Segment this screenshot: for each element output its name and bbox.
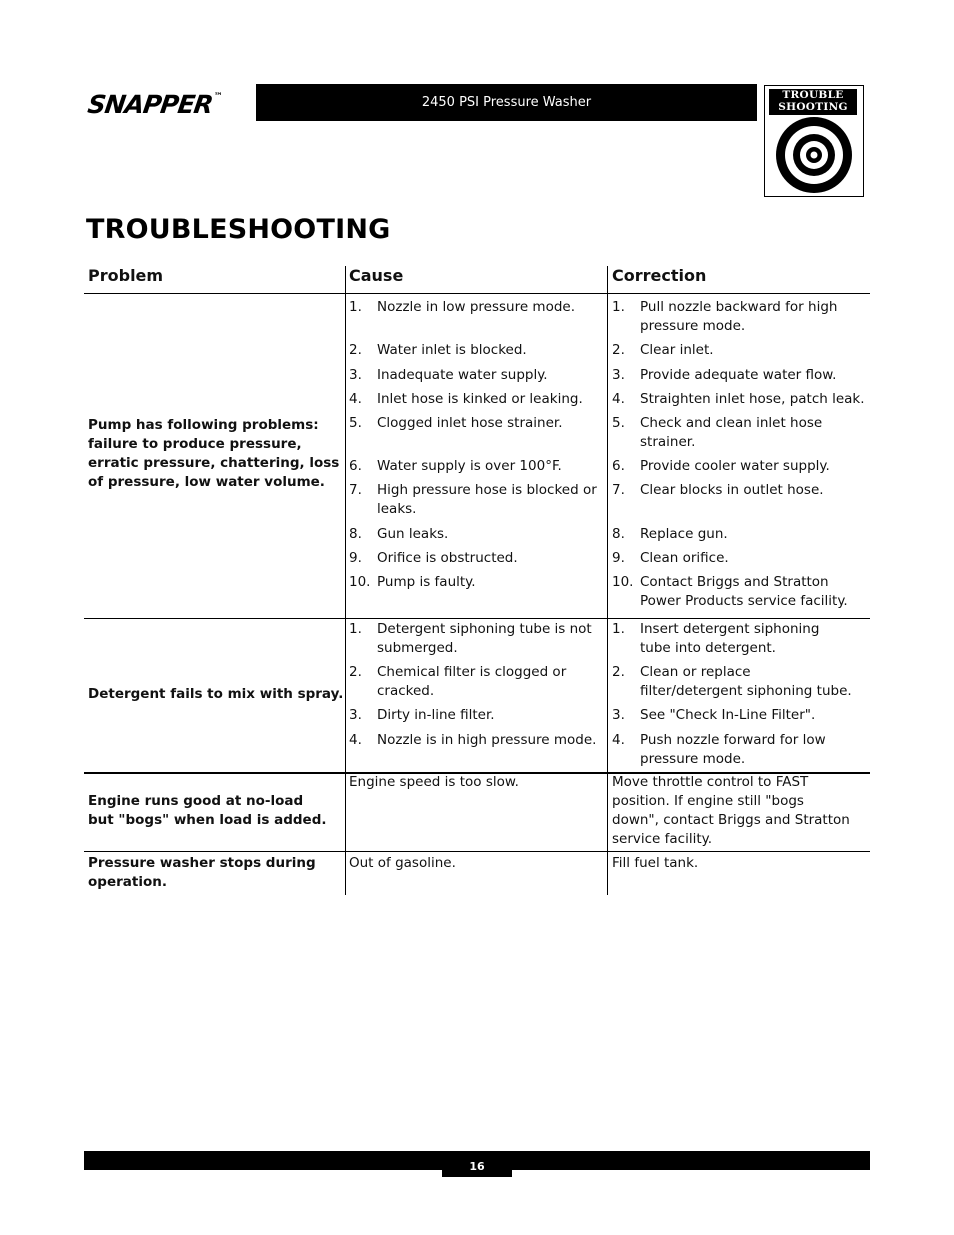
badge-line-1: TROUBLE — [782, 89, 844, 101]
brand-name: SNAPPER — [85, 90, 215, 119]
column-header-problem: Problem — [88, 266, 164, 285]
badge-title — [769, 89, 857, 115]
product-title: 2450 PSI Pressure Washer — [421, 95, 592, 110]
page-title: TROUBLESHOOTING — [86, 214, 391, 245]
header-bar — [256, 84, 757, 121]
correction-text: Move throttle control to FAST position. If engine still "bogs down", contact Briggs and Stratton service facility. — [612, 774, 850, 847]
header-rule — [84, 293, 870, 294]
problem-washer-stops: Pressure washer stops during operation. — [88, 855, 316, 890]
row-divider — [84, 618, 870, 619]
cause-text: Engine speed is too slow. — [349, 774, 519, 790]
troubleshooting-badge — [764, 85, 864, 197]
target-icon — [765, 114, 863, 196]
problem-detergent: Detergent fails to mix with spray. — [88, 686, 344, 702]
column-header-cause: Cause — [349, 266, 404, 285]
trademark-symbol: ™ — [212, 92, 224, 102]
badge-line-2: SHOOTING — [778, 101, 848, 113]
correction-text: Fill fuel tank. — [612, 855, 699, 871]
problem-pump: Pump has following problems: failure to produce pressure, erratic pressure, chattering, loss of pressure, low water volume. — [88, 417, 340, 490]
page-number: 16 — [442, 1155, 512, 1177]
row-divider — [84, 851, 870, 852]
cause-text: Out of gasoline. — [349, 855, 456, 871]
column-divider — [345, 266, 346, 895]
column-header-correction: Correction — [612, 266, 707, 285]
column-divider — [607, 266, 608, 895]
snapper-logo — [86, 90, 223, 119]
problem-engine-bogs: Engine runs good at no-load but "bogs" when load is added. — [88, 793, 327, 828]
